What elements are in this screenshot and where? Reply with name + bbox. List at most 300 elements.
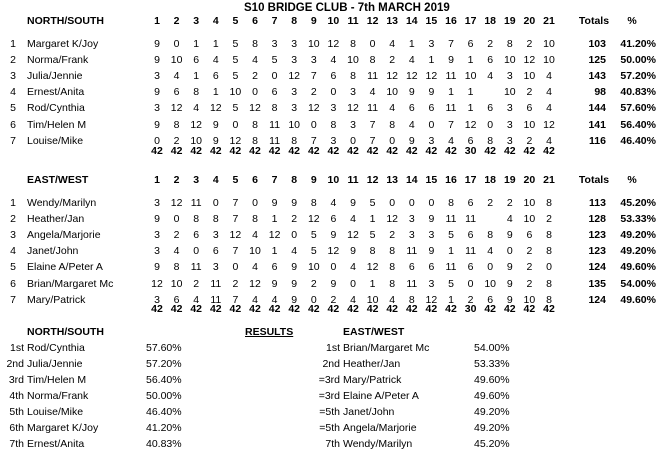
ew-score-cell: 1: [448, 293, 454, 306]
ew-column-header: 14: [405, 174, 418, 186]
ns-column-header: 3: [193, 15, 200, 27]
ew-score-cell: 2: [526, 261, 533, 274]
ns-score-cell: 8: [173, 118, 180, 131]
ew-score-cell: 3: [408, 229, 415, 242]
ew-score-cell: 11: [210, 277, 222, 290]
ew-score-cell: 11: [445, 213, 457, 226]
ew-score-cell: 9: [506, 261, 513, 274]
ns-score-cell: 8: [350, 70, 356, 83]
ns-score-cell: 10: [523, 118, 536, 131]
results-ns-pct: 57.60%: [146, 342, 182, 354]
results-ew-name: Wendy/Marilyn: [343, 438, 413, 450]
ew-score-cell: 3: [212, 229, 219, 242]
ns-score-cell: 4: [546, 102, 552, 115]
results-ns-position: 5th: [9, 406, 24, 418]
ns-row-pct: 57.60%: [620, 102, 656, 115]
ew-score-cell: 0: [546, 261, 552, 274]
ns-column-header: 21: [543, 15, 555, 27]
ns-score-cell: 1: [193, 38, 200, 50]
ns-column-total: 42: [503, 145, 516, 157]
results-label: RESULTS: [245, 326, 294, 338]
results-ns-position: 1st: [9, 342, 24, 354]
ns-score-cell: 12: [386, 70, 399, 83]
results-ew-pct: 49.60%: [474, 374, 510, 386]
ew-score-cell: 2: [506, 197, 513, 209]
ew-row-number: 1: [10, 197, 16, 209]
ew-score-cell: 11: [406, 245, 418, 258]
ns-row-pct: 57.20%: [620, 70, 656, 83]
ew-row-total: 128: [588, 213, 606, 226]
ns-row-number: 2: [10, 54, 16, 67]
ns-column-header: 12: [366, 15, 379, 27]
ew-score-cell: 8: [546, 277, 552, 290]
results-ns-name: Norma/Frank: [27, 390, 89, 402]
ew-column-total: 42: [170, 303, 183, 315]
ew-score-cell: 1: [369, 277, 376, 290]
ns-column-header: 9: [310, 15, 317, 27]
ew-score-cell: 12: [327, 245, 340, 258]
ns-score-cell: 1: [193, 70, 200, 83]
ns-column-total: 42: [268, 145, 281, 157]
ns-score-cell: 10: [347, 54, 359, 67]
ew-score-cell: 4: [271, 293, 278, 306]
ns-score-cell: 3: [291, 38, 298, 50]
ns-score-cell: 3: [350, 86, 356, 99]
ew-row-number: 5: [10, 261, 16, 274]
ns-pair-name: Rod/Cynthia: [27, 102, 85, 115]
ew-column-total: 42: [503, 303, 516, 315]
ns-score-cell: 0: [232, 118, 239, 131]
ns-score-cell: 3: [350, 118, 356, 131]
ew-row-pct: 49.60%: [620, 293, 656, 306]
ew-score-cell: 10: [170, 277, 183, 290]
ns-row-pct: 40.83%: [620, 86, 656, 99]
ew-row-pct: 49.60%: [620, 261, 656, 274]
ew-pair-name: Janet/John: [27, 245, 79, 258]
ns-score-cell: 9: [154, 86, 160, 99]
ns-score-cell: 10: [288, 118, 301, 131]
ew-row-total: 135: [588, 277, 606, 290]
results-ew-name: Janet/John: [343, 406, 395, 418]
results-ew-heading: EAST/WEST: [343, 326, 405, 338]
ns-score-cell: 0: [389, 134, 396, 147]
ns-score-cell: 3: [271, 38, 278, 50]
ew-score-cell: 6: [467, 261, 474, 274]
ew-column-header: 9: [310, 174, 317, 186]
ns-score-cell: 4: [448, 134, 454, 147]
ew-row-pct: 45.20%: [620, 197, 656, 209]
ew-score-cell: 9: [330, 277, 337, 290]
ns-score-cell: 1: [467, 86, 474, 99]
ns-score-cell: 3: [428, 134, 435, 147]
ew-column-header: 10: [327, 174, 340, 186]
ew-score-cell: 12: [170, 197, 183, 209]
ew-score-cell: 0: [467, 277, 474, 290]
ew-score-cell: 7: [232, 197, 239, 209]
ns-score-cell: 6: [428, 102, 435, 115]
ew-score-cell: 2: [173, 229, 180, 242]
ew-score-cell: 11: [445, 261, 457, 274]
ew-score-cell: 6: [212, 245, 219, 258]
ew-score-cell: 0: [173, 213, 180, 226]
ns-score-cell: 4: [408, 118, 415, 131]
ns-column-header: 1: [154, 15, 160, 27]
ns-column-header: 14: [405, 15, 418, 27]
ew-pair-name: Angela/Marjorie: [27, 229, 101, 242]
results-ew-pct: 54.00%: [474, 342, 510, 354]
ew-score-cell: 5: [310, 245, 317, 258]
ns-score-cell: 0: [154, 134, 160, 147]
ns-score-cell: 6: [330, 70, 337, 83]
ns-row-total: 98: [594, 86, 606, 99]
ew-score-cell: 4: [506, 213, 513, 226]
ew-score-cell: 9: [291, 277, 298, 290]
ew-score-cell: 0: [408, 197, 415, 209]
ns-score-cell: 7: [310, 70, 317, 83]
ew-score-cell: 8: [546, 229, 552, 242]
ns-score-cell: 11: [445, 70, 457, 83]
ns-score-cell: 4: [193, 102, 200, 115]
ns-row-total: 103: [588, 38, 606, 50]
ew-score-cell: 10: [523, 213, 536, 226]
ew-score-cell: 4: [350, 293, 356, 306]
ns-score-cell: 8: [252, 118, 258, 131]
ns-score-cell: 3: [506, 118, 513, 131]
ns-score-cell: 3: [330, 134, 337, 147]
ns-totals-header: Totals: [578, 15, 610, 27]
ew-column-header: 19: [503, 174, 516, 186]
ns-score-cell: 10: [170, 54, 183, 67]
ew-column-header: 2: [173, 174, 180, 186]
ew-score-cell: 6: [193, 229, 200, 242]
ns-column-total: 42: [170, 145, 183, 157]
results-ew-position: =3rd: [318, 390, 340, 402]
ns-score-cell: 2: [389, 54, 396, 67]
ns-heading: NORTH/SOUTH: [27, 15, 104, 27]
ns-score-cell: 7: [448, 118, 454, 131]
ns-column-header: 7: [271, 15, 278, 27]
ns-score-cell: 10: [464, 70, 477, 83]
ew-score-cell: 9: [271, 277, 278, 290]
ew-score-cell: 0: [389, 197, 396, 209]
ew-column-header: 20: [523, 174, 536, 186]
ew-score-cell: 2: [389, 229, 396, 242]
ew-score-cell: 4: [252, 261, 258, 274]
ew-score-cell: 3: [428, 277, 435, 290]
ns-score-cell: 5: [232, 70, 239, 83]
ns-score-cell: 12: [523, 54, 536, 67]
results-ns-pct: 56.40%: [146, 374, 182, 386]
ns-pair-name: Ernest/Anita: [27, 86, 85, 99]
ns-row-number: 7: [10, 134, 16, 147]
ew-score-cell: 0: [193, 245, 200, 258]
results-ns-pct: 46.40%: [146, 406, 182, 418]
ew-score-cell: 1: [448, 245, 454, 258]
ns-score-cell: 0: [271, 70, 278, 83]
ew-score-cell: 9: [350, 197, 356, 209]
ew-score-cell: 9: [154, 213, 160, 226]
ns-score-cell: 8: [389, 118, 396, 131]
ew-row-total: 124: [588, 293, 606, 306]
ew-column-total: 30: [464, 303, 477, 315]
ns-score-cell: 4: [173, 70, 180, 83]
ns-score-cell: 7: [369, 134, 376, 147]
ew-score-cell: 12: [425, 293, 438, 306]
ns-score-cell: 3: [291, 86, 298, 99]
ns-row-total: 144: [588, 102, 606, 115]
results-ns-position: 6th: [9, 422, 24, 434]
ns-column-header: 19: [503, 15, 516, 27]
ns-score-cell: 3: [154, 102, 160, 115]
ns-score-cell: 11: [367, 102, 379, 115]
ns-column-header: 2: [173, 15, 180, 27]
ns-column-total: 42: [543, 145, 555, 157]
ns-score-cell: 9: [154, 118, 160, 131]
ew-score-cell: 8: [310, 197, 317, 209]
ew-score-cell: 9: [154, 261, 160, 274]
ew-column-total: 42: [268, 303, 281, 315]
ns-column-total: 30: [464, 145, 477, 157]
ns-score-cell: 1: [467, 102, 474, 115]
ew-score-cell: 9: [291, 197, 298, 209]
ns-score-cell: 0: [487, 118, 494, 131]
ns-score-cell: 8: [252, 134, 258, 147]
ns-score-cell: 6: [408, 102, 415, 115]
ns-score-cell: 10: [523, 70, 536, 83]
ns-score-cell: 11: [269, 118, 281, 131]
ns-row-pct: 50.00%: [620, 54, 656, 67]
ns-score-cell: 6: [173, 86, 180, 99]
ew-score-cell: 9: [330, 229, 337, 242]
ns-row-pct: 41.20%: [620, 38, 656, 50]
ns-score-cell: 12: [307, 102, 320, 115]
ew-score-cell: 6: [526, 229, 533, 242]
ew-score-cell: 8: [389, 277, 396, 290]
ew-score-cell: 2: [232, 277, 239, 290]
ns-column-total: 42: [307, 145, 320, 157]
ns-score-cell: 9: [212, 134, 219, 147]
ns-score-cell: 12: [288, 70, 301, 83]
ns-score-cell: 1: [428, 54, 435, 67]
ew-score-cell: 9: [291, 293, 298, 306]
ew-column-header: 12: [366, 174, 379, 186]
ew-score-cell: 4: [252, 293, 258, 306]
ew-column-total: 42: [327, 303, 340, 315]
ew-score-cell: 8: [212, 213, 219, 226]
ns-score-cell: 4: [546, 70, 552, 83]
ns-score-cell: 8: [350, 38, 356, 50]
ew-score-cell: 9: [506, 293, 513, 306]
ew-row-number: 6: [10, 277, 16, 290]
ew-pair-name: Mary/Patrick: [27, 293, 86, 306]
ns-score-cell: 9: [408, 86, 415, 99]
ns-score-cell: 4: [389, 102, 396, 115]
ew-score-cell: 9: [506, 277, 513, 290]
ns-pair-name: Margaret K/Joy: [27, 38, 99, 50]
results-ns-heading: NORTH/SOUTH: [27, 326, 104, 338]
ns-column-header: 6: [252, 15, 258, 27]
ew-column-total: 42: [445, 303, 457, 315]
ew-column-total: 42: [543, 303, 555, 315]
results-ew-position: 1st: [325, 342, 340, 354]
ns-score-cell: 3: [330, 102, 337, 115]
ew-row-pct: 53.33%: [620, 213, 656, 226]
ns-score-cell: 12: [190, 118, 203, 131]
ns-score-cell: 2: [310, 86, 317, 99]
ns-score-cell: 9: [154, 54, 160, 67]
ew-score-cell: 6: [428, 261, 435, 274]
ns-column-total: 42: [327, 145, 340, 157]
ew-score-cell: 0: [232, 261, 239, 274]
ns-column-total: 42: [386, 145, 399, 157]
ew-score-cell: 9: [428, 213, 435, 226]
ew-score-cell: 0: [212, 197, 219, 209]
ns-column-total: 42: [366, 145, 379, 157]
ns-score-cell: 3: [291, 102, 298, 115]
results-ns-name: Margaret K/Joy: [27, 422, 99, 434]
ew-score-cell: 12: [229, 229, 242, 242]
ns-score-cell: 8: [291, 134, 298, 147]
results-ns-position: 7th: [9, 438, 24, 450]
ew-score-cell: 11: [465, 245, 477, 258]
ns-score-cell: 10: [307, 38, 320, 50]
ew-row-number: 3: [10, 229, 16, 242]
ew-score-cell: 2: [310, 277, 317, 290]
ew-score-cell: 2: [330, 293, 337, 306]
ns-score-cell: 6: [526, 102, 533, 115]
ns-column-total: 42: [425, 145, 438, 157]
results-ns-name: Louise/Mike: [27, 406, 84, 418]
ew-pair-name: Wendy/Marilyn: [27, 197, 97, 209]
ew-row-pct: 49.20%: [620, 245, 656, 258]
ns-score-cell: 6: [467, 38, 474, 50]
ew-score-cell: 8: [546, 197, 552, 209]
ew-score-cell: 12: [347, 229, 359, 242]
ew-score-cell: 2: [526, 277, 533, 290]
ns-score-cell: 1: [408, 38, 415, 50]
ns-score-cell: 8: [369, 54, 376, 67]
ns-column-total: 42: [151, 145, 163, 157]
ns-score-cell: 10: [543, 38, 555, 50]
ew-score-cell: 3: [408, 213, 415, 226]
ew-column-total: 42: [209, 303, 222, 315]
ns-column-total: 42: [249, 145, 261, 157]
ew-column-header: 17: [464, 174, 477, 186]
ew-score-cell: 3: [154, 293, 160, 306]
ew-row-number: 2: [10, 213, 16, 226]
ns-column-header: 18: [484, 15, 497, 27]
ew-column-header: 6: [252, 174, 258, 186]
ew-score-cell: 8: [193, 213, 200, 226]
results-ns-pct: 40.83%: [146, 438, 182, 450]
ew-score-cell: 4: [291, 245, 298, 258]
ns-column-header: 11: [347, 15, 359, 27]
ew-score-cell: 0: [252, 197, 258, 209]
ew-score-cell: 4: [193, 293, 200, 306]
ns-score-cell: 4: [212, 54, 219, 67]
ns-pair-name: Tim/Helen M: [27, 118, 87, 131]
ns-score-cell: 8: [330, 118, 337, 131]
ns-score-cell: 12: [464, 118, 477, 131]
results-ns-pct: 50.00%: [146, 390, 182, 402]
results-ew-pct: 45.20%: [474, 438, 510, 450]
ns-pair-name: Louise/Mike: [27, 134, 84, 147]
results-ew-name: Angela/Marjorie: [343, 422, 417, 434]
ew-column-header: 7: [271, 174, 278, 186]
ew-score-cell: 4: [389, 293, 396, 306]
ns-column-header: 8: [291, 15, 298, 27]
ew-column-total: 42: [366, 303, 379, 315]
ew-column-header: 21: [543, 174, 555, 186]
ns-score-cell: 6: [193, 54, 200, 67]
ns-score-cell: 12: [327, 38, 340, 50]
ns-score-cell: 5: [271, 54, 278, 67]
ns-column-header: 5: [232, 15, 239, 27]
ns-row-number: 6: [10, 118, 16, 131]
results-ew-pct: 49.20%: [474, 406, 510, 418]
ns-score-cell: 12: [229, 134, 242, 147]
ns-score-cell: 2: [526, 134, 533, 147]
results-ew-position: =5th: [319, 422, 340, 434]
ns-score-cell: 3: [291, 54, 298, 67]
ew-totals-header: Totals: [578, 174, 610, 186]
ew-column-total: 42: [190, 303, 203, 315]
ew-score-cell: 11: [190, 261, 202, 274]
ns-score-cell: 3: [428, 38, 435, 50]
ew-score-cell: 5: [369, 229, 376, 242]
ew-pair-name: Elaine A/Peter A: [27, 261, 103, 274]
ns-column-header: 20: [523, 15, 536, 27]
ew-score-cell: 9: [271, 197, 278, 209]
results-ns-position: 3rd: [8, 374, 24, 386]
ns-score-cell: 12: [249, 102, 261, 115]
ns-score-cell: 10: [543, 54, 555, 67]
ew-score-cell: 9: [428, 245, 435, 258]
ns-score-cell: 5: [232, 102, 239, 115]
results-ew-position: 7th: [325, 438, 340, 450]
ew-score-cell: 8: [389, 261, 396, 274]
ew-column-total: 42: [347, 303, 359, 315]
ns-row-number: 5: [10, 102, 16, 115]
ns-column-total: 42: [190, 145, 203, 157]
ew-score-cell: 2: [546, 213, 552, 226]
ew-score-cell: 4: [487, 245, 494, 258]
ew-column-header: 13: [386, 174, 399, 186]
results-ns-pct: 41.20%: [146, 422, 182, 434]
ns-score-cell: 0: [173, 38, 180, 50]
ns-score-cell: 9: [428, 86, 435, 99]
ns-score-cell: 10: [503, 54, 516, 67]
results-ew-pct: 49.60%: [474, 390, 510, 402]
ns-score-cell: 3: [506, 102, 513, 115]
ew-score-cell: 6: [173, 293, 180, 306]
results-ns-position: 4th: [9, 390, 24, 402]
ns-score-cell: 0: [428, 118, 435, 131]
ew-score-cell: 8: [252, 213, 258, 226]
results-ew-pct: 49.20%: [474, 422, 510, 434]
results-ew-position: 2nd: [322, 358, 340, 370]
ew-score-cell: 1: [271, 213, 278, 226]
ns-score-cell: 8: [487, 134, 494, 147]
ew-score-cell: 10: [249, 245, 261, 258]
ew-column-total: 42: [484, 303, 497, 315]
ns-score-cell: 2: [487, 38, 494, 50]
ns-score-cell: 1: [212, 38, 219, 50]
ew-row-pct: 54.00%: [620, 277, 656, 290]
ew-score-cell: 6: [408, 261, 415, 274]
ew-row-total: 123: [588, 229, 606, 242]
ns-row-pct: 56.40%: [620, 118, 656, 131]
